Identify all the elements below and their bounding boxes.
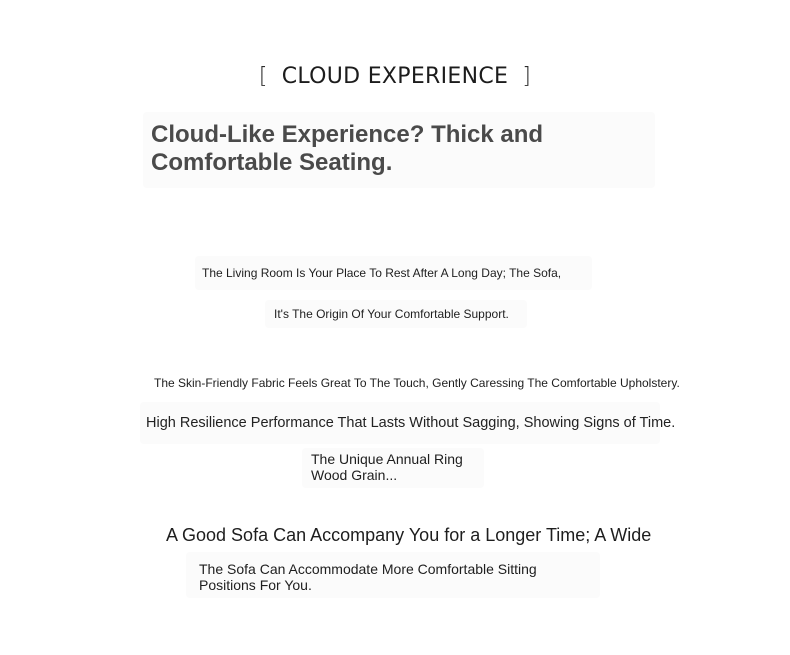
living-room-line-2: It's The Origin Of Your Comfortable Support. [274, 307, 509, 321]
fabric-line: The Skin-Friendly Fabric Feels Great To The Touch, Gently Caressing The Comfortable Upholstery. [154, 376, 680, 390]
longer-time-line: A Good Sofa Can Accompany You for a Longer Time; A Wide [166, 525, 652, 545]
kicker-label: CLOUD EXPERIENCE [281, 64, 509, 89]
kicker-bracket-close: ] [522, 64, 532, 89]
kicker-bracket-open: [ [258, 64, 268, 89]
wood-grain-text: The Unique Annual Ring Wood Grain... [311, 451, 463, 483]
page-title: Cloud-Like Experience? Thick and Comfortable Seating. [151, 121, 544, 176]
resilience-line: High Resilience Performance That Lasts Without Sagging, Showing Signs of Time. [146, 415, 676, 431]
section-kicker [0, 62, 790, 92]
positions-text: The Sofa Can Accommodate More Comfortable Sitting Positions For You. [199, 561, 537, 593]
living-room-line-1: The Living Room Is Your Place To Rest After A Long Day; The Sofa, [202, 266, 562, 280]
